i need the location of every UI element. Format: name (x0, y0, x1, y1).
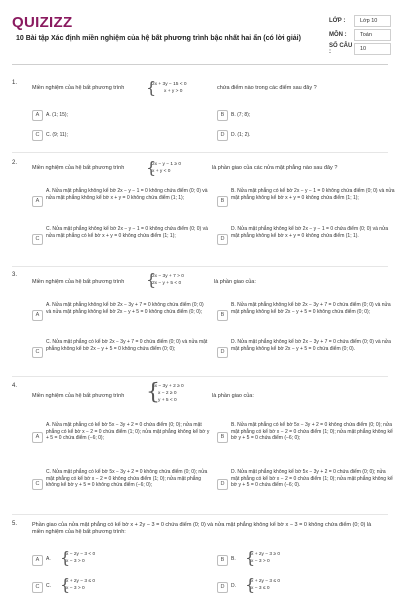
inequality-system (245, 548, 281, 567)
question-text: Phần giao của nửa mặt phẳng có kể bờ x + 2y − 3 = 0 chứa điểm (0; 0) và nửa mặt phẳng không kể bờ x − 3 = 0 không chứa điểm (0; 0) là miền nghiệm của hệ bất phương trình: (32, 522, 372, 535)
brace-icon: { (146, 270, 157, 289)
question-divider (12, 376, 388, 377)
option-letter[interactable]: C (32, 130, 43, 141)
option-letter[interactable]: B (217, 432, 228, 443)
option-text: D. Nửa mặt phẳng không kể bờ 5x − 3y + 2 = 0 chứa điểm (0; 0); nửa mặt phẳng có kể bờ x − 2 = 0 chứa điểm (1; 0); nửa mặt phẳng không kể bờ y + 5 = 0 chứa điểm (−6; 0). (231, 469, 393, 489)
meta-count-row (329, 42, 391, 56)
inequality-line: x + y > 0 (164, 89, 183, 94)
option-text: B. Nửa mặt phẳng có kể bờ 5x − 3y + 2 = 0 không chứa điểm (0; 0); nửa mặt phẳng có kể bờ x − 2 = 0 chứa điểm (1; 0); nửa mặt phẳng không kể bờ y + 5 = 0 chứa điểm (−6; 0); (231, 422, 393, 442)
question-suffix: là phần giao của: (214, 279, 256, 285)
inequality-line: x + y < 0 (152, 169, 171, 174)
inequality-line: 2x − y + 5 < 0 (152, 281, 182, 286)
option-letter[interactable]: D (217, 479, 228, 490)
option-letter[interactable]: D (217, 234, 228, 245)
count-value: 10 (354, 43, 391, 55)
option-letter[interactable]: C (32, 234, 43, 245)
inequality-line: x − 2y − 3 < 0 (66, 552, 96, 557)
inequality-line: 5x − 3y + 2 ≥ 0 (152, 384, 184, 389)
question-prefix: Miền nghiệm của hệ bất phương trình (32, 393, 125, 399)
meta-class-row (329, 14, 391, 28)
option-text: D. (1; 2). (231, 132, 251, 138)
brace-icon: { (146, 158, 157, 177)
option-letter[interactable]: D (217, 582, 228, 593)
question-2 (12, 158, 395, 270)
inequality-line: 2x − 3y + 7 > 0 (152, 274, 184, 279)
question-3 (12, 272, 392, 380)
option-text: C. Nửa mặt phẳng không kể bờ 2x − y − 1 = 0 không chứa điểm (0; 0) và nửa mặt phẳng có kể bờ x + y = 0 không chứa điểm (1; 1); (46, 226, 208, 239)
inequality-system (146, 270, 184, 289)
question-suffix: chứa điểm nào trong các điểm sau đây ? (217, 85, 317, 91)
inequality-line: x − 3 > 0 (66, 586, 85, 591)
question-prefix: Miền nghiệm của hệ bất phương trình (32, 279, 125, 285)
option-text: A. (46, 556, 51, 562)
inequality-system (146, 380, 184, 405)
question-number: 5. (12, 521, 18, 527)
option-text: D. Nửa mặt phẳng không kể bờ 2x − 3y + 7 = 0 chứa điểm (0; 0) và nửa mặt phẳng không kể bờ 2x − y + 5 = 0 chứa điểm (0; 0). (231, 339, 391, 352)
count-label: SỐ CÂU : (329, 43, 353, 55)
brace-icon: { (245, 575, 256, 594)
meta-subject-row (329, 28, 391, 42)
option-text: A. Nửa mặt phẳng có kể bờ 5x − 3y + 2 = 0 chứa điểm (0; 0); nửa mặt phẳng có kể bờ x − 2 = 0 chứa điểm (1; 0); nửa mặt phẳng không kể bờ y + 5 = 0 chứa điểm (−6; 0); (46, 422, 210, 442)
brace-icon: { (146, 78, 157, 97)
option-text: A. Nửa mặt phẳng không kể bờ 2x − y − 1 = 0 không chứa điểm (0; 0) và nửa mặt phẳng không kể bờ x + y = 0 không chứa điểm (1; 1); (46, 188, 208, 201)
option-text: C. Nửa mặt phẳng có kể bờ 2x − 3y + 7 = 0 chứa điểm (0; 0) và nửa mặt phẳng không kể bờ 2x − y + 5 = 0 không chứa điểm (0; 0); (46, 339, 208, 352)
brace-icon: { (146, 380, 160, 405)
brace-icon: { (245, 548, 256, 567)
option-letter[interactable]: C (32, 479, 43, 490)
option-text: B. (7; 8); (231, 112, 251, 118)
inequality-line: x − 2 ≥ 0 (158, 391, 177, 396)
question-prefix: Miền nghiệm của hệ bất phương trình (32, 165, 125, 171)
option-letter[interactable]: A (32, 555, 43, 566)
inequality-line: x − 3 > 0 (251, 559, 270, 564)
option-text: C. Nửa mặt phẳng có kể bờ 5x − 3y + 2 = 0 không chứa điểm (0; 0); nửa mặt phẳng có kể bờ x − 2 = 0 không chứa điểm (1; 0); nửa mặt phẳng không kể bờ y + 5 = 0 không chứa điểm (−6; 0); (46, 469, 208, 489)
option-text: D. (231, 583, 236, 589)
question-suffix: là phần giao của các nửa mặt phẳng nào sau đây ? (212, 165, 338, 171)
inequality-line: 2x + 3y − 15 < 0 (152, 82, 187, 87)
question-number: 1. (12, 80, 18, 86)
option-text: B. Nửa mặt phẳng có kể bờ 2x − y − 1 = 0 không chứa điểm (0; 0) và nửa mặt phẳng không kể bờ x + y = 0 không chứa điểm (1; 1); (231, 188, 395, 201)
option-letter[interactable]: D (217, 130, 228, 141)
question-4 (12, 380, 393, 518)
option-letter[interactable]: B (217, 310, 228, 321)
inequality-line: y + 5 < 0 (158, 398, 177, 403)
class-value: Lớp 10 (354, 15, 391, 27)
question-number: 4. (12, 383, 18, 389)
header-divider (12, 64, 388, 65)
option-letter[interactable]: D (217, 347, 228, 358)
inequality-system (245, 575, 281, 594)
worksheet-title: 10 Bài tập Xác định miền nghiệm của hệ bất phương trình bậc nhất hai ẩn (có lời giải) (16, 35, 301, 42)
inequality-system (60, 548, 96, 567)
inequality-line: x + 2y − 3 ≤ 0 (66, 579, 96, 584)
option-text: B. (231, 556, 236, 562)
meta-box (329, 14, 391, 56)
question-number: 3. (12, 272, 18, 278)
option-text: C. (46, 583, 51, 589)
subject-label: MÔN : (329, 32, 347, 38)
inequality-system (146, 158, 182, 177)
option-letter[interactable]: C (32, 582, 43, 593)
option-letter[interactable]: A (32, 310, 43, 321)
option-letter[interactable]: A (32, 432, 43, 443)
question-1 (12, 80, 392, 155)
question-divider (12, 514, 388, 515)
option-letter[interactable]: B (217, 196, 228, 207)
inequality-system (60, 575, 96, 594)
option-letter[interactable]: A (32, 196, 43, 207)
quizizz-logo: QUIZIZZ (12, 14, 73, 31)
inequality-line: 2x − y − 1 ≥ 0 (152, 162, 182, 167)
option-letter[interactable]: A (32, 110, 43, 121)
subject-value: Toán (354, 29, 391, 41)
question-prefix: Miền nghiệm của hệ bất phương trình (32, 85, 125, 91)
option-text: A. (1; 15); (46, 112, 68, 118)
inequality-system (146, 78, 187, 97)
class-label: LỚP : (329, 18, 346, 24)
option-text: D. Nửa mặt phẳng không kể bờ 2x − y − 1 = 0 chứa điểm (0; 0) và nửa mặt phẳng không kể bờ x + y = 0 không chứa điểm (1; 1). (231, 226, 389, 239)
question-number: 2. (12, 160, 18, 166)
question-divider (12, 266, 388, 267)
question-5 (12, 521, 392, 600)
option-text: A. Nửa mặt phẳng không kể bờ 2x − 3y + 7 = 0 không chứa điểm (0; 0) và nửa mặt phẳng không kể bờ 2x − y + 5 = 0 không chứa điểm (0; 0); (46, 302, 204, 315)
option-letter[interactable]: B (217, 555, 228, 566)
question-suffix: là phần giao của: (212, 393, 254, 399)
inequality-line: x + 2y − 3 ≥ 0 (251, 552, 281, 557)
option-letter[interactable]: B (217, 110, 228, 121)
inequality-line: x − 3 > 0 (66, 559, 85, 564)
option-text: C. (9; 11); (46, 132, 68, 138)
option-text: B. Nửa mặt phẳng không kể bờ 2x − 3y + 7 = 0 chứa điểm (0; 0) và nửa mặt phẳng không kể bờ 2x − y + 5 = 0 không chứa điểm (0; 0); (231, 302, 391, 315)
brace-icon: { (60, 575, 71, 594)
option-letter[interactable]: C (32, 347, 43, 358)
brace-icon: { (60, 548, 71, 567)
inequality-line: x + 2y − 3 ≤ 0 (251, 579, 281, 584)
inequality-line: x − 3 ≤ 0 (251, 586, 270, 591)
question-divider (12, 152, 388, 153)
